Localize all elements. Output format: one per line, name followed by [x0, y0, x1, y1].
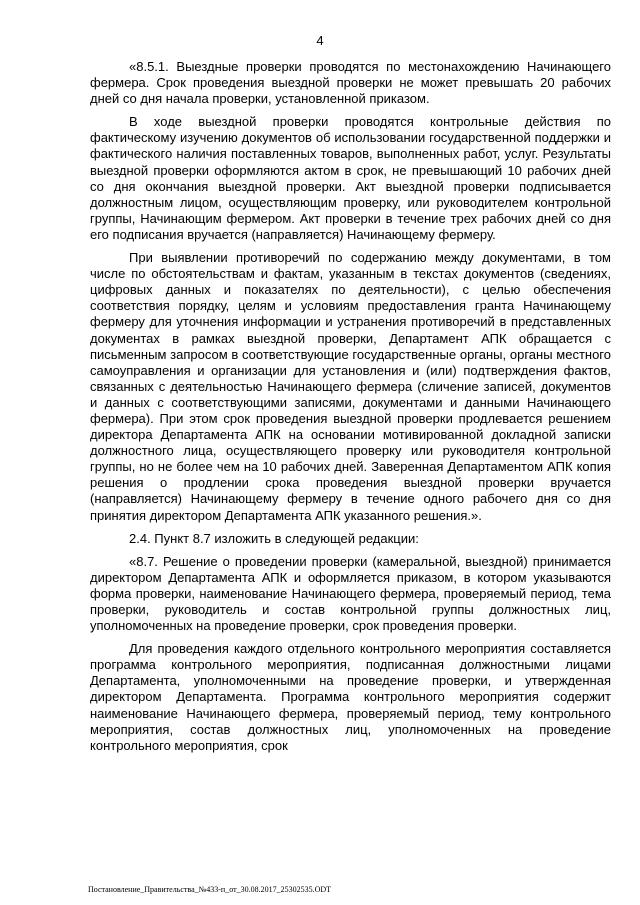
document-footer-filename: Постановление_Правительства_№433-п_от_30.08.2017_25302535.ODT	[88, 885, 332, 894]
paragraph-contradictions: При выявлении противоречий по содержанию между документами, в том числе по обстоятельствам и фактам, указанным в текстах документов (сведениях, цифровых данных и показателях по деятельности), с целью обеспечения соответствия порядку, целям и условиям предоставления гранта Начинающему фермеру для уточнения информации и устранения противоречий в представленных документах в рамках выездной проверки, Департамент АПК обращается с письменным запросом в соответствующие государственные органы, органы местного самоуправления и организации для установления и (или) подтверждения фактов, связанных с деятельностью Начинающего фермера (сличение записей, документов и данных с соответствующими записями, документами и данными Начинающего фермера). При этом срок проведения выездной проверки продлевается решением директора Департамента АПК на основании мотивированной докладной записки должностного лица, осуществляющего проверку или руководителя контрольной группы, но не более чем на 10 рабочих дней. Заверенная Департаментом АПК копия решения о продлении срока проведения выездной проверки вручается (направляется) Начинающему фермеру в течение одного рабочего дня со дня принятия директором Департамента АПК указанного решения.».	[90, 250, 611, 523]
document-body	[90, 59, 611, 761]
paragraph-8-7: «8.7. Решение о проведении проверки (камеральной, выездной) принимается директором Департамента АПК и оформляется приказом, в котором указываются форма проверки, наименование Начинающего фермера, проверяемый период, тема проверки, руководитель и состав контрольной группы должностных лиц, уполномоченных на проведение проверки, срок проведения проверки.	[90, 553, 611, 634]
paragraph-inspection-actions: В ходе выездной проверки проводятся контрольные действия по фактическому изучению документов об использовании государственной поддержки и фактического наличия поставленных товаров, выполненных работ, услуг. Результаты выездной проверки оформляются актом в срок, не превышающий 10 рабочих дней со дня окончания выездной проверки. Акт выездной проверки подписывается должностным лицом, осуществляющим проверку, или руководителем контрольной группы, Начинающим фермером. Акт проверки в течение трех рабочих дней со дня его подписания вручается (направляется) Начинающему фермеру.	[90, 114, 611, 242]
paragraph-program: Для проведения каждого отдельного контрольного мероприятия составляется программа контрольного мероприятия, подписанная должностными лицами Департамента, уполномоченными на проведение проверки, и утвержденная директором Департамента. Программа контрольного мероприятия содержит наименование Начинающего фермера, проверяемый период, тему контрольного мероприятия, состав должностных лиц, уполномоченных на проведение контрольного мероприятия, срок	[90, 641, 611, 753]
paragraph-8-5-1: «8.5.1. Выездные проверки проводятся по местонахождению Начинающего фермера. Срок проведения выездной проверки не может превышать 20 рабочих дней со дня начала проверки, установленной приказом.	[90, 59, 611, 107]
paragraph-2-4: 2.4. Пункт 8.7 изложить в следующей редакции:	[129, 530, 419, 546]
page-number: 4	[316, 33, 324, 48]
